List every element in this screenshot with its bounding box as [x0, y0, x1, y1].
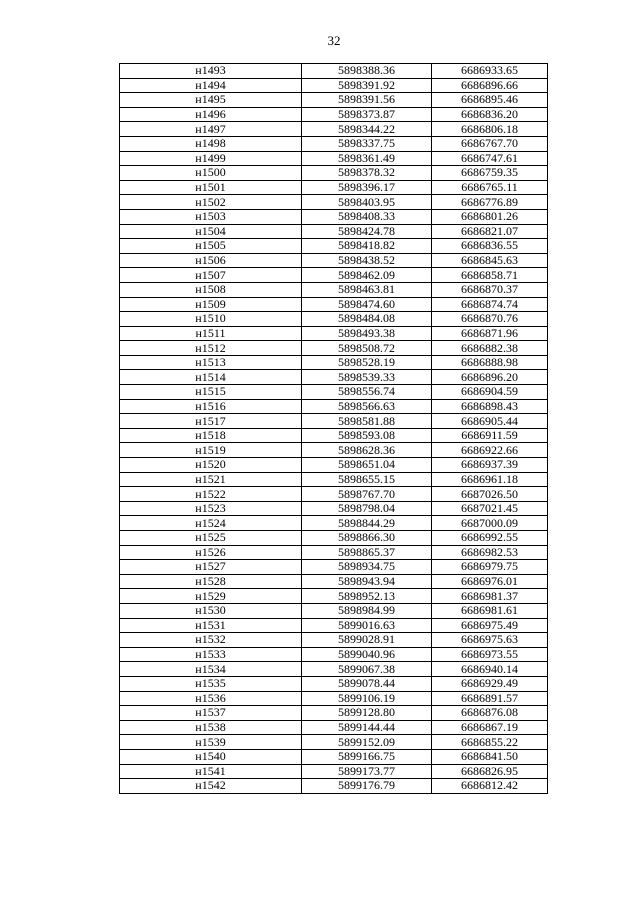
x-coordinate-cell: 5899152.09	[302, 735, 432, 750]
x-coordinate-cell: 5898593.08	[302, 428, 432, 443]
point-id-cell: н1524	[120, 516, 302, 531]
point-id-cell: н1527	[120, 560, 302, 575]
table-row	[120, 618, 548, 633]
point-id-cell: н1516	[120, 399, 302, 414]
x-coordinate-cell: 5898361.49	[302, 151, 432, 166]
x-coordinate-cell: 5898484.08	[302, 312, 432, 327]
x-coordinate-cell: 5898462.09	[302, 268, 432, 283]
point-id-cell: н1542	[120, 779, 302, 794]
y-coordinate-cell: 6686937.39	[432, 458, 548, 473]
table-row	[120, 268, 548, 283]
x-coordinate-cell: 5898943.94	[302, 574, 432, 589]
x-coordinate-cell: 5898396.17	[302, 180, 432, 195]
point-id-cell: н1526	[120, 545, 302, 560]
x-coordinate-cell: 5898556.74	[302, 385, 432, 400]
y-coordinate-cell: 6686896.20	[432, 370, 548, 385]
table-row	[120, 749, 548, 764]
point-id-cell: н1522	[120, 487, 302, 502]
x-coordinate-cell: 5899173.77	[302, 764, 432, 779]
point-id-cell: н1504	[120, 224, 302, 239]
y-coordinate-cell: 6686981.61	[432, 603, 548, 618]
y-coordinate-cell: 6686905.44	[432, 414, 548, 429]
point-id-cell: н1529	[120, 589, 302, 604]
point-id-cell: н1533	[120, 647, 302, 662]
x-coordinate-cell: 5898844.29	[302, 516, 432, 531]
coordinates-table	[119, 63, 548, 794]
table-row	[120, 385, 548, 400]
table-row	[120, 443, 548, 458]
table-row	[120, 414, 548, 429]
y-coordinate-cell: 6686891.57	[432, 691, 548, 706]
point-id-cell: н1523	[120, 501, 302, 516]
y-coordinate-cell: 6686845.63	[432, 253, 548, 268]
table-row	[120, 720, 548, 735]
y-coordinate-cell: 6687000.09	[432, 516, 548, 531]
x-coordinate-cell: 5898767.70	[302, 487, 432, 502]
y-coordinate-cell: 6686975.49	[432, 618, 548, 633]
x-coordinate-cell: 5899016.63	[302, 618, 432, 633]
y-coordinate-cell: 6686979.75	[432, 560, 548, 575]
table-row	[120, 501, 548, 516]
x-coordinate-cell: 5899166.75	[302, 749, 432, 764]
table-row	[120, 735, 548, 750]
y-coordinate-cell: 6686976.01	[432, 574, 548, 589]
point-id-cell: н1519	[120, 443, 302, 458]
y-coordinate-cell: 6686841.50	[432, 749, 548, 764]
x-coordinate-cell: 5898865.37	[302, 545, 432, 560]
y-coordinate-cell: 6686981.37	[432, 589, 548, 604]
coordinates-table-body	[120, 64, 548, 794]
point-id-cell: н1539	[120, 735, 302, 750]
table-row	[120, 764, 548, 779]
table-row	[120, 151, 548, 166]
x-coordinate-cell: 5898424.78	[302, 224, 432, 239]
point-id-cell: н1503	[120, 209, 302, 224]
x-coordinate-cell: 5898528.19	[302, 355, 432, 370]
point-id-cell: н1541	[120, 764, 302, 779]
point-id-cell: н1513	[120, 355, 302, 370]
point-id-cell: н1505	[120, 239, 302, 254]
table-row	[120, 779, 548, 794]
point-id-cell: н1509	[120, 297, 302, 312]
point-id-cell: н1512	[120, 341, 302, 356]
table-row	[120, 428, 548, 443]
table-row	[120, 589, 548, 604]
table-row	[120, 78, 548, 93]
table-row	[120, 195, 548, 210]
y-coordinate-cell: 6686747.61	[432, 151, 548, 166]
y-coordinate-cell: 6686922.66	[432, 443, 548, 458]
table-row	[120, 487, 548, 502]
table-row	[120, 603, 548, 618]
x-coordinate-cell: 5898463.81	[302, 282, 432, 297]
x-coordinate-cell: 5898438.52	[302, 253, 432, 268]
x-coordinate-cell: 5898344.22	[302, 122, 432, 137]
x-coordinate-cell: 5899144.44	[302, 720, 432, 735]
y-coordinate-cell: 6686895.46	[432, 93, 548, 108]
table-row	[120, 209, 548, 224]
table-row	[120, 64, 548, 79]
x-coordinate-cell: 5898655.15	[302, 472, 432, 487]
point-id-cell: н1515	[120, 385, 302, 400]
y-coordinate-cell: 6686992.55	[432, 531, 548, 546]
y-coordinate-cell: 6686871.96	[432, 326, 548, 341]
y-coordinate-cell: 6686876.08	[432, 706, 548, 721]
y-coordinate-cell: 6686982.53	[432, 545, 548, 560]
table-row	[120, 458, 548, 473]
x-coordinate-cell: 5898628.36	[302, 443, 432, 458]
x-coordinate-cell: 5898866.30	[302, 531, 432, 546]
y-coordinate-cell: 6687021.45	[432, 501, 548, 516]
table-row	[120, 545, 548, 560]
table-row	[120, 531, 548, 546]
table-row	[120, 282, 548, 297]
point-id-cell: н1530	[120, 603, 302, 618]
y-coordinate-cell: 6686821.07	[432, 224, 548, 239]
table-row	[120, 574, 548, 589]
point-id-cell: н1538	[120, 720, 302, 735]
table-row	[120, 472, 548, 487]
y-coordinate-cell: 6686975.63	[432, 633, 548, 648]
y-coordinate-cell: 6686826.95	[432, 764, 548, 779]
y-coordinate-cell: 6686855.22	[432, 735, 548, 750]
x-coordinate-cell: 5899028.91	[302, 633, 432, 648]
x-coordinate-cell: 5898373.87	[302, 107, 432, 122]
y-coordinate-cell: 6686888.98	[432, 355, 548, 370]
x-coordinate-cell: 5898493.38	[302, 326, 432, 341]
table-row	[120, 706, 548, 721]
point-id-cell: н1494	[120, 78, 302, 93]
point-id-cell: н1500	[120, 166, 302, 181]
x-coordinate-cell: 5899040.96	[302, 647, 432, 662]
y-coordinate-cell: 6686911.59	[432, 428, 548, 443]
x-coordinate-cell: 5898403.95	[302, 195, 432, 210]
table-row	[120, 676, 548, 691]
table-row	[120, 370, 548, 385]
point-id-cell: н1499	[120, 151, 302, 166]
point-id-cell: н1531	[120, 618, 302, 633]
x-coordinate-cell: 5899128.80	[302, 706, 432, 721]
point-id-cell: н1528	[120, 574, 302, 589]
table-row	[120, 560, 548, 575]
x-coordinate-cell: 5899078.44	[302, 676, 432, 691]
y-coordinate-cell: 6686898.43	[432, 399, 548, 414]
point-id-cell: н1520	[120, 458, 302, 473]
y-coordinate-cell: 6686874.74	[432, 297, 548, 312]
x-coordinate-cell: 5898934.75	[302, 560, 432, 575]
page-number: 32	[327, 33, 341, 48]
point-id-cell: н1534	[120, 662, 302, 677]
point-id-cell: н1508	[120, 282, 302, 297]
y-coordinate-cell: 6686933.65	[432, 64, 548, 79]
table-row	[120, 662, 548, 677]
point-id-cell: н1507	[120, 268, 302, 283]
table-row	[120, 122, 548, 137]
point-id-cell: н1511	[120, 326, 302, 341]
table-row	[120, 691, 548, 706]
point-id-cell: н1537	[120, 706, 302, 721]
table-row	[120, 312, 548, 327]
y-coordinate-cell: 6686806.18	[432, 122, 548, 137]
table-row	[120, 399, 548, 414]
y-coordinate-cell: 6687026.50	[432, 487, 548, 502]
y-coordinate-cell: 6686767.70	[432, 136, 548, 151]
x-coordinate-cell: 5898984.99	[302, 603, 432, 618]
x-coordinate-cell: 5899176.79	[302, 779, 432, 794]
x-coordinate-cell: 5898581.88	[302, 414, 432, 429]
x-coordinate-cell: 5898566.63	[302, 399, 432, 414]
x-coordinate-cell: 5898418.82	[302, 239, 432, 254]
x-coordinate-cell: 5898952.13	[302, 589, 432, 604]
point-id-cell: н1495	[120, 93, 302, 108]
table-row	[120, 93, 548, 108]
point-id-cell: н1502	[120, 195, 302, 210]
table-row	[120, 326, 548, 341]
point-id-cell: н1510	[120, 312, 302, 327]
x-coordinate-cell: 5898798.04	[302, 501, 432, 516]
y-coordinate-cell: 6686870.76	[432, 312, 548, 327]
point-id-cell: н1525	[120, 531, 302, 546]
point-id-cell: н1498	[120, 136, 302, 151]
y-coordinate-cell: 6686870.37	[432, 282, 548, 297]
table-row	[120, 166, 548, 181]
x-coordinate-cell: 5898378.32	[302, 166, 432, 181]
y-coordinate-cell: 6686759.35	[432, 166, 548, 181]
x-coordinate-cell: 5899067.38	[302, 662, 432, 677]
y-coordinate-cell: 6686929.49	[432, 676, 548, 691]
point-id-cell: н1496	[120, 107, 302, 122]
point-id-cell: н1497	[120, 122, 302, 137]
table-row	[120, 107, 548, 122]
y-coordinate-cell: 6686961.18	[432, 472, 548, 487]
point-id-cell: н1514	[120, 370, 302, 385]
y-coordinate-cell: 6686812.42	[432, 779, 548, 794]
y-coordinate-cell: 6686882.38	[432, 341, 548, 356]
point-id-cell: н1501	[120, 180, 302, 195]
y-coordinate-cell: 6686904.59	[432, 385, 548, 400]
table-row	[120, 253, 548, 268]
y-coordinate-cell: 6686836.55	[432, 239, 548, 254]
point-id-cell: н1517	[120, 414, 302, 429]
y-coordinate-cell: 6686896.66	[432, 78, 548, 93]
y-coordinate-cell: 6686940.14	[432, 662, 548, 677]
x-coordinate-cell: 5898391.56	[302, 93, 432, 108]
table-row	[120, 297, 548, 312]
table-row	[120, 239, 548, 254]
y-coordinate-cell: 6686765.11	[432, 180, 548, 195]
y-coordinate-cell: 6686801.26	[432, 209, 548, 224]
x-coordinate-cell: 5898508.72	[302, 341, 432, 356]
point-id-cell: н1521	[120, 472, 302, 487]
y-coordinate-cell: 6686867.19	[432, 720, 548, 735]
y-coordinate-cell: 6686858.71	[432, 268, 548, 283]
table-row	[120, 647, 548, 662]
table-row	[120, 224, 548, 239]
point-id-cell: н1493	[120, 64, 302, 79]
x-coordinate-cell: 5899106.19	[302, 691, 432, 706]
y-coordinate-cell: 6686776.89	[432, 195, 548, 210]
table-row	[120, 180, 548, 195]
table-row	[120, 633, 548, 648]
table-row	[120, 136, 548, 151]
x-coordinate-cell: 5898337.75	[302, 136, 432, 151]
x-coordinate-cell: 5898408.33	[302, 209, 432, 224]
x-coordinate-cell: 5898388.36	[302, 64, 432, 79]
x-coordinate-cell: 5898539.33	[302, 370, 432, 385]
x-coordinate-cell: 5898651.04	[302, 458, 432, 473]
x-coordinate-cell: 5898391.92	[302, 78, 432, 93]
table-row	[120, 355, 548, 370]
point-id-cell: н1536	[120, 691, 302, 706]
table-row	[120, 341, 548, 356]
point-id-cell: н1518	[120, 428, 302, 443]
point-id-cell: н1540	[120, 749, 302, 764]
x-coordinate-cell: 5898474.60	[302, 297, 432, 312]
table-row	[120, 516, 548, 531]
point-id-cell: н1506	[120, 253, 302, 268]
y-coordinate-cell: 6686836.20	[432, 107, 548, 122]
point-id-cell: н1532	[120, 633, 302, 648]
y-coordinate-cell: 6686973.55	[432, 647, 548, 662]
point-id-cell: н1535	[120, 676, 302, 691]
